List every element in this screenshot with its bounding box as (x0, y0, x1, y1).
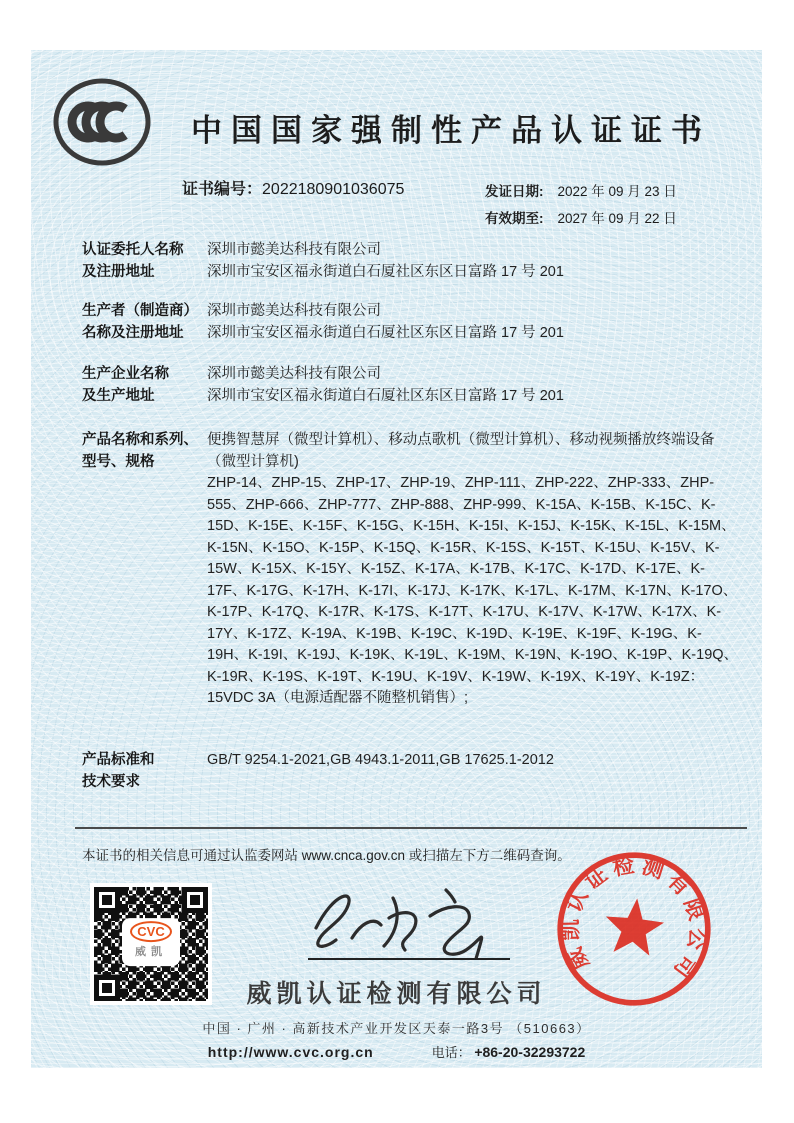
factory-value (207, 364, 739, 407)
qr-finder-icon (94, 887, 120, 913)
verification-notice: 本证书的相关信息可通过认监委网站 www.cnca.gov.cn 或扫描左下方二维码查询。 (82, 848, 571, 863)
applicant-value (207, 240, 739, 283)
producer-value (207, 301, 739, 344)
issue-date-value: 2022 年 09 月 23 日 (557, 184, 677, 199)
producer-address: 深圳市宝安区福永街道白石厦社区东区日富路 17 号 201 (207, 324, 564, 341)
applicant-name: 深圳市懿美达科技有限公司 (207, 242, 381, 258)
producer-name: 深圳市懿美达科技有限公司 (207, 303, 381, 319)
ccc-mark-icon (51, 76, 153, 168)
issuer-website: http://www.cvc.org.cn (207, 1044, 374, 1060)
cvc-logo-text: CVC (130, 921, 171, 942)
producer-label-line2: 名称及注册地址 (82, 324, 184, 341)
dates-block (485, 178, 677, 232)
certificate-number-row (182, 176, 404, 199)
product-value (207, 430, 739, 710)
issuer-address: 中国 · 广州 · 高新技术产业开发区天泰一路3号 （510663） (202, 1021, 591, 1036)
signature-handwriting (294, 872, 529, 960)
factory-label (82, 364, 207, 407)
applicant-label (82, 240, 207, 283)
producer-label (82, 301, 207, 344)
standards-value (207, 750, 739, 772)
certificate-paper (31, 50, 762, 1068)
certificate-number-value: 2022180901036075 (262, 181, 405, 198)
factory-address: 深圳市宝安区福永街道白石厦社区东区日富路 17 号 201 (207, 387, 564, 404)
seal-text: 威凯认证检测有限公司 (558, 852, 711, 983)
issuer-company-name: 威凯认证检测有限公司 (246, 980, 547, 1008)
standards-list: GB/T 9254.1-2021,GB 4943.1-2011,GB 17625.1-2012 (207, 752, 554, 768)
phone-label: 电话： (431, 1045, 475, 1060)
applicant-address: 深圳市宝安区福永街道白石厦社区东区日富路 17 号 201 (207, 263, 564, 280)
factory-label-line1: 生产企业名称 (82, 366, 169, 382)
certificate-number-label: 证书编号： (182, 181, 263, 198)
valid-until-label: 有效期至: (485, 211, 544, 226)
company-seal-stamp (552, 847, 716, 1011)
valid-until-value: 2027 年 09 月 22 日 (557, 211, 677, 226)
issue-date-row (485, 178, 677, 205)
factory-name: 深圳市懿美达科技有限公司 (207, 366, 381, 382)
seal-star-icon (602, 895, 666, 956)
standards-label-line1: 产品标准和 (82, 752, 155, 768)
issuer-contact-row (31, 1042, 762, 1061)
cvc-logo-subtext: 威凯 (135, 946, 167, 959)
producer-label-line1: 生产者（制造商） (82, 303, 198, 319)
certificate-title: 中国国家强制性产品认证证书 (191, 113, 711, 148)
product-label-line2: 型号、规格 (82, 453, 155, 470)
qr-finder-icon (182, 887, 208, 913)
product-description: 便携智慧屏（微型计算机）、移动点歌机（微型计算机）、移动视频播放终端设备（微型计算机) (207, 432, 715, 470)
product-label (82, 430, 207, 473)
product-models: ZHP-14、ZHP-15、ZHP-17、ZHP-19、ZHP-111、ZHP-222、ZHP-333、ZHP-555、ZHP-666、ZHP-777、ZHP-888、ZHP-999、K-15A、K-15B、K-15C、K-15D、K-15E、K-15F、K-15G、K-15H、K-15I、K-15J、K-15K、K-15L、K-15M、K-15N、K-15O、K-15P、K-15Q、K-15R、K-15S、K-15T、K-15U、K-15V、K-15W、K-15X、K-15Y、K-15Z、K-17A、K-17B、K-17C、K-17D、K-17E、K-17F、K-17G、K-17H、K-17I、K-17J、K-17K、K-17L、K-17M、K-17N、K-17O、K-17P、K-17Q、K-17R、K-17S、K-17T、K-17U、K-17V、K-17W、K-17X、K-17Y、K-17Z、K-19A、K-19B、K-19C、K-19D、K-19E、K-19F、K-19G、K-19H、K-19I、K-19J、K-19K、K-19L、K-19M、K-19N、K-19O、K-19P、K-19Q、K-19R、K-19S、K-19T、K-19U、K-19V、K-19W、K-19X、K-19Y、K-19Z：15VDC 3A（电源适配器不随整机销售）; (207, 475, 739, 706)
phone-number: +86-20-32293722 (474, 1044, 586, 1060)
applicant-label-line1: 认证委托人名称 (82, 242, 184, 258)
applicant-label-line2: 及注册地址 (82, 263, 155, 280)
signature-line (308, 958, 510, 960)
factory-label-line2: 及生产地址 (82, 387, 155, 404)
product-label-line1: 产品名称和系列、 (82, 432, 198, 448)
standards-label-line2: 技术要求 (82, 773, 140, 790)
issue-date-label: 发证日期: (485, 184, 544, 199)
standards-label (82, 750, 207, 793)
valid-until-row (485, 205, 677, 232)
footer-divider (75, 827, 747, 829)
cvc-logo (122, 918, 180, 966)
